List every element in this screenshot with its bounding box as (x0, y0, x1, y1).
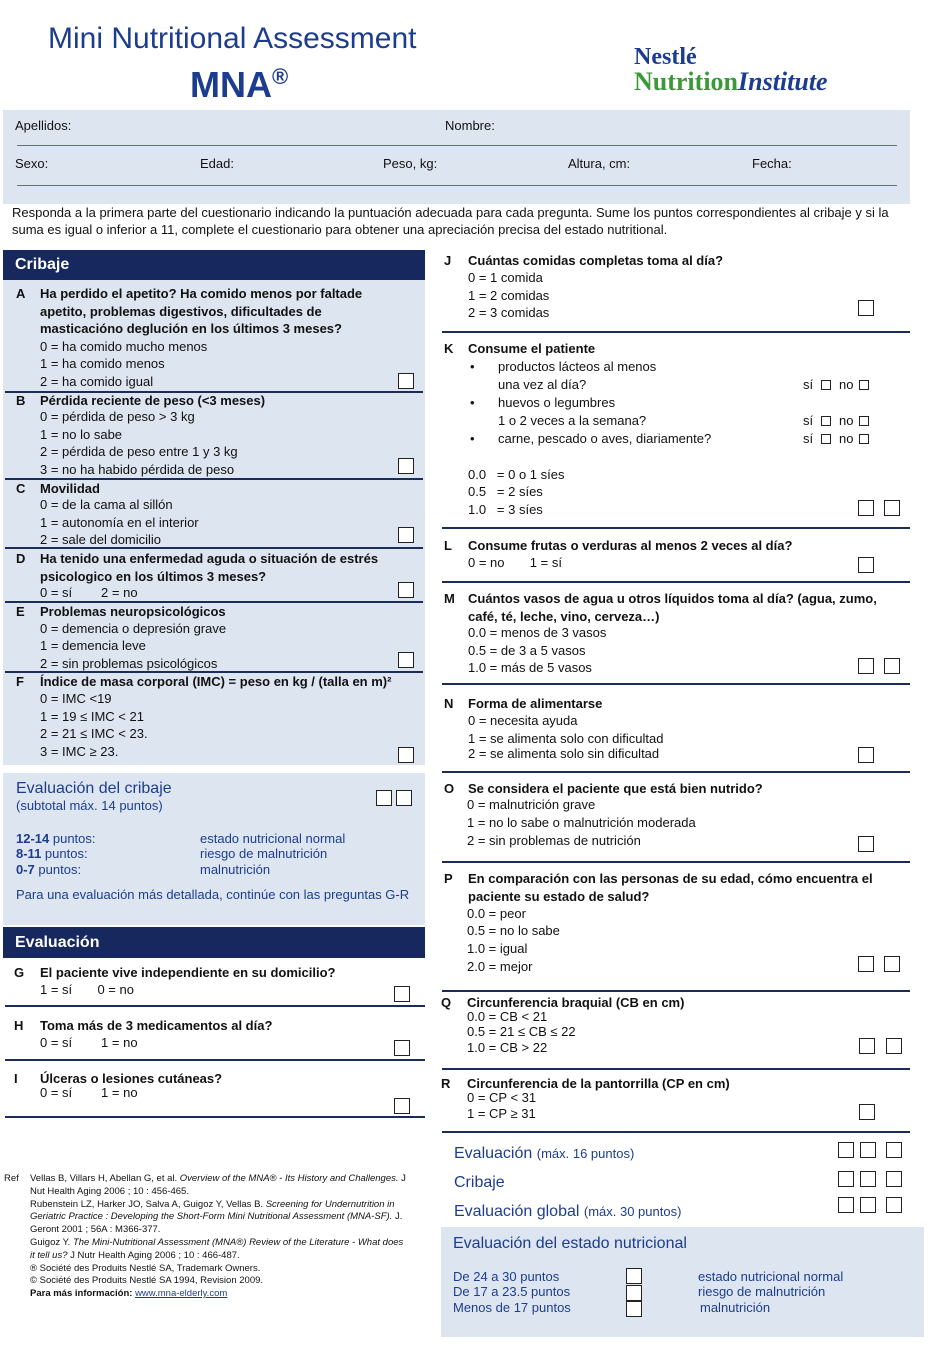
screening-label-1: estado nutricional normal (200, 831, 346, 846)
global-total-box-2[interactable] (860, 1197, 876, 1213)
cribaje-total-box-2[interactable] (860, 1171, 876, 1187)
instructions: Responda a la primera parte del cuestionario indicando la puntuación adecuada para cada pregunta. Sume los puntos correspondientes al cribaje y si la suma es igual o inferior a 11, complete el cuestionario para obtener una apreciación precisa del estado nutritional. (12, 205, 889, 237)
option: 1.0 = 3 síes (468, 502, 543, 517)
option: 0 = sí 1 = no (40, 1085, 138, 1100)
score-box-f[interactable] (398, 747, 414, 763)
score-box-q-1[interactable] (859, 1038, 875, 1054)
score-box-b[interactable] (398, 458, 414, 474)
k1-si-checkbox[interactable] (821, 380, 831, 390)
option: 1 = ha comido menos (40, 356, 165, 371)
screening-eval-title: Evaluación del cribaje (16, 780, 172, 797)
screening-label-2: riesgo de malnutrición (200, 846, 328, 861)
k3-si-label: sí (803, 431, 814, 446)
option: 0.0 = peor (467, 906, 526, 921)
k3-si-checkbox[interactable] (821, 434, 831, 444)
eval-total-box-1[interactable] (838, 1142, 854, 1158)
option: 0.0 = 0 o 1 síes (468, 467, 565, 482)
k2-no-checkbox[interactable] (859, 416, 869, 426)
bullet: • (470, 395, 475, 410)
option: 2 = 21 ≤ IMC < 23. (40, 726, 148, 741)
k3-no-checkbox[interactable] (859, 434, 869, 444)
score-box-c[interactable] (398, 527, 414, 543)
screening-range-1: 12-14 puntos: (16, 831, 96, 846)
option: 0 = ha comido mucho menos (40, 339, 208, 354)
option: 0 = demencia o depresión grave (40, 621, 227, 636)
apellidos-field[interactable]: Apellidos: (15, 118, 72, 133)
option: 0 = no 1 = sí (468, 555, 562, 570)
option: 1 = sí 0 = no (40, 982, 134, 997)
score-box-o[interactable] (858, 836, 874, 852)
peso-field[interactable]: Peso, kg: (383, 156, 438, 171)
altura-field[interactable]: Altura, cm: (568, 156, 631, 171)
k-item-3: carne, pescado o aves, diariamente? (498, 431, 712, 446)
global-total-box-3[interactable] (886, 1197, 902, 1213)
screening-note: Para una evaluación más detallada, continúe con las preguntas G-R (16, 887, 410, 902)
option: 0.0 = menos de 3 vasos (468, 625, 607, 640)
score-box-l[interactable] (858, 557, 874, 573)
global-total-box-1[interactable] (838, 1197, 854, 1213)
option: 0.5 = no lo sabe (467, 923, 560, 938)
option: 2 = sale del domicilio (40, 532, 162, 547)
status-range-3: Menos de 17 puntos (453, 1300, 571, 1315)
option: 3 = IMC ≥ 23. (40, 744, 119, 759)
status-checkbox-2[interactable] (626, 1285, 642, 1301)
k1-no-label: no (839, 377, 854, 392)
option: 1 = no lo sabe (40, 427, 123, 442)
k2-si-label: sí (803, 413, 814, 428)
option: 3 = no ha habido pérdida de peso (40, 462, 235, 477)
option: 2 = se alimenta solo sin dificultad (468, 746, 660, 761)
option: 0 = IMC <19 (40, 691, 112, 706)
score-box-j[interactable] (858, 300, 874, 316)
evaluation-total-label: Evaluación (máx. 16 puntos) (454, 1145, 635, 1162)
option: 1 = no lo sabe o malnutrición moderada (467, 815, 696, 830)
status-label-3: malnutrición (700, 1300, 771, 1315)
k-item-2-cont: 1 o 2 veces a la semana? (498, 413, 647, 428)
option: 0.5 = 2 síes (468, 484, 543, 499)
cribaje-total-box-1[interactable] (838, 1171, 854, 1187)
status-title: Evaluación del estado nutricional (453, 1235, 687, 1252)
references: Vellas B, Villars H, Abellan G, et al. Overview of the MNA® - Its History and Challenges. J Nut Health Aging 2006 ; 10 : 456-465. Rubenstein LZ, Harker JO, Salva A, Guigoz Y, Vellas B. Screening for Undernutrition in Geriatric Practice : Developing the Short-Form Mini Nutritional Assessment (MNA-SF). J. Geront 2001 ; 56A : M366-377. Guigoz Y. The Mini-Nutritional Assessment (MNA®) Review of the Literature - What does it tell us? J Nutr Health Aging 2006 ; 10 : 466-487. ® Société des Produits Nestlé SA, Trademark Owners. © Société des Produits Nestlé SA 1994, Revision 2009. Para más información: www.mna-elderly.com (30, 1173, 406, 1300)
option: 1 = 19 ≤ IMC < 21 (40, 709, 144, 724)
status-checkbox-1[interactable] (626, 1268, 642, 1284)
option: 0 = necesita ayuda (468, 713, 578, 728)
k2-si-checkbox[interactable] (821, 416, 831, 426)
option: 0 = sí 2 = no (40, 585, 138, 600)
mna-link[interactable]: www.mna-elderly.com (135, 1288, 228, 1300)
score-box-d[interactable] (398, 582, 414, 598)
k3-no-label: no (839, 431, 854, 446)
option: 2 = sin problemas psicológicos (40, 656, 218, 671)
option: 0.0 = CB < 21 (467, 1009, 548, 1024)
option: 0 = 1 comida (468, 270, 543, 285)
cribaje-total-box-3[interactable] (886, 1171, 902, 1187)
option: 1 = CP ≥ 31 (467, 1106, 536, 1121)
score-box-p-1[interactable] (858, 956, 874, 972)
score-box-n[interactable] (858, 747, 874, 763)
option: 1 = 2 comidas (468, 288, 550, 303)
option: 0.5 = de 3 a 5 vasos (468, 643, 586, 658)
option: 0.5 = 21 ≤ CB ≤ 22 (467, 1024, 576, 1039)
k-item-1: productos lácteos al menos (498, 359, 657, 374)
status-range-1: De 24 a 30 puntos (453, 1269, 560, 1284)
edad-field[interactable]: Edad: (200, 156, 234, 171)
score-box-i[interactable] (394, 1098, 410, 1114)
option: 0 = pérdida de peso > 3 kg (40, 409, 195, 424)
nestle-logo: Nestlé NutritionInstitute (634, 44, 828, 96)
option: 2 = sin problemas de nutrición (467, 833, 641, 848)
k1-si-label: sí (803, 377, 814, 392)
screening-eval-subtitle: (subtotal máx. 14 puntos) (16, 798, 163, 813)
score-box-g[interactable] (394, 986, 410, 1002)
evaluacion-header: Evaluación (3, 927, 425, 958)
score-box-p-2[interactable] (884, 956, 900, 972)
k-item-2: huevos o legumbres (498, 395, 616, 410)
patient-info-box (3, 110, 910, 204)
option: 1 = demencia leve (40, 638, 146, 653)
screening-score-box-1[interactable] (376, 790, 392, 806)
option: 0 = malnutrición grave (467, 797, 596, 812)
option: 0 = sí 1 = no (40, 1035, 138, 1050)
nombre-field[interactable]: Nombre: (445, 118, 495, 133)
cribaje-header: Cribaje (3, 250, 425, 280)
score-box-m-2[interactable] (884, 658, 900, 674)
screening-score-box-2[interactable] (396, 790, 412, 806)
bullet: • (470, 431, 475, 446)
score-box-e[interactable] (398, 652, 414, 668)
option: 2 = ha comido igual (40, 374, 154, 389)
option: 1.0 = igual (467, 941, 528, 956)
score-box-a[interactable] (398, 373, 414, 389)
form-title: Mini Nutritional Assessment (48, 22, 417, 55)
references-label: Ref (4, 1173, 19, 1184)
option: 0 = CP < 31 (467, 1090, 537, 1105)
status-label-1: estado nutricional normal (698, 1269, 844, 1284)
status-label-2: riesgo de malnutrición (698, 1284, 826, 1299)
score-box-m-1[interactable] (858, 658, 874, 674)
k1-no-checkbox[interactable] (859, 380, 869, 390)
status-range-2: De 17 a 23.5 puntos (453, 1284, 571, 1299)
score-box-q-2[interactable] (886, 1038, 902, 1054)
score-box-h[interactable] (394, 1040, 410, 1056)
option: 1.0 = CB > 22 (467, 1040, 548, 1055)
option: 2.0 = mejor (467, 959, 533, 974)
eval-total-box-3[interactable] (886, 1142, 902, 1158)
option: 1 = se alimenta solo con dificultad (468, 731, 664, 746)
score-box-k-1[interactable] (858, 500, 874, 516)
sexo-field[interactable]: Sexo: (15, 156, 49, 171)
status-checkbox-3[interactable] (626, 1301, 642, 1317)
screening-label-3: malnutrición (200, 862, 271, 877)
eval-total-box-2[interactable] (860, 1142, 876, 1158)
option: 2 = 3 comidas (468, 305, 550, 320)
form-subtitle: MNA® (190, 64, 289, 105)
score-box-r[interactable] (859, 1104, 875, 1120)
score-box-k-2[interactable] (884, 500, 900, 516)
option: 1.0 = más de 5 vasos (468, 660, 592, 675)
fecha-field[interactable]: Fecha: (752, 156, 792, 171)
global-total-label: Evaluación global (máx. 30 puntos) (454, 1203, 682, 1220)
screening-range-2: 8-11 puntos: (16, 846, 88, 861)
option: 0 = de la cama al sillón (40, 497, 173, 512)
k-item-1-cont: una vez al día? (498, 377, 587, 392)
cribaje-total-label: Cribaje (454, 1174, 505, 1191)
screening-range-3: 0-7 puntos: (16, 862, 82, 877)
option: 2 = pérdida de peso entre 1 y 3 kg (40, 444, 238, 459)
k2-no-label: no (839, 413, 854, 428)
option: 1 = autonomía en el interior (40, 515, 199, 530)
bullet: • (470, 359, 475, 374)
